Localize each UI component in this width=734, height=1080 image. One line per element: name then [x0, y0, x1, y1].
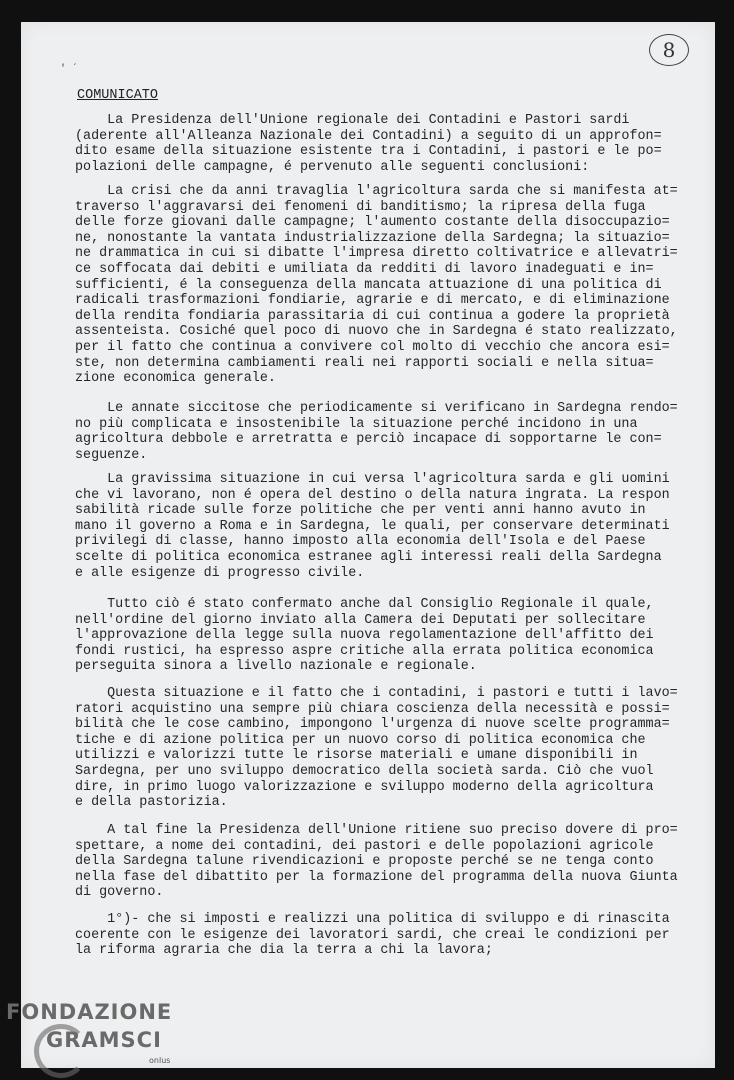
watermark-line-3: onlus [149, 1056, 171, 1065]
watermark-line-1: FONDAZIONE [6, 1000, 173, 1024]
text-line: Questa situazione e il fatto che i contadini, i pastori e tutti i lavo= [75, 686, 678, 701]
text-line: dire, in primo luogo valorizzazione e sviluppo moderno della agricoltura [75, 779, 654, 795]
text-line: agricoltura debbole e arretratta e perciò incapace di sopportarne le con= [75, 432, 662, 448]
text-line: che vi lavorano, non é opera del destino o della natura ingrata. La respon [75, 487, 670, 503]
text-line: mano il governo a Roma e in Sardegna, le quali, per conservare determinati [75, 518, 670, 534]
text-line: sabilità ricade sulle forze politiche che per venti anni hanno avuto in [75, 503, 646, 519]
paragraph-regional-council [75, 597, 685, 675]
text-line: Tutto ciò é stato confermato anche dal Consiglio Regionale il quale, [75, 597, 654, 612]
paragraph-awareness [75, 686, 685, 811]
paragraph-point-1 [75, 912, 685, 959]
text-line: Sardegna, per uno sviluppo democratico della società sarda. Ciò che vuol [75, 763, 654, 779]
text-line: seguenze. [75, 447, 148, 463]
text-line: e della pastorizia. [75, 795, 228, 811]
text-line: Le annate siccitose che periodicamente si verificano in Sardegna rendo= [75, 401, 678, 416]
logo-ring-icon [34, 1024, 88, 1078]
text-line: per il fatto che continua a convivere col molto di vecchio che ancora esi= [75, 339, 670, 355]
text-line: l'approvazione della legge sulla nuova regolamentazione dell'affitto dei [75, 628, 654, 644]
page-number: 8 [662, 38, 676, 62]
page-number-circle [649, 34, 689, 66]
text-line: coerente con le esigenze dei lavoratori sardi, che creai le condizioni per [75, 927, 670, 943]
text-line: nella fase del dibattito per la formazione del programma della nuova Giunta [75, 869, 678, 885]
text-line: no più complicata e insostenibile la situazione perché incidono in una [75, 416, 638, 432]
text-line: polazioni delle campagne, é pervenuto alle seguenti conclusioni: [75, 159, 590, 175]
text-line: ne, nonostante la vantata industrializzazione della Sardegna; la situazio= [75, 230, 670, 246]
text-line: tiche e di azione politica per un nuovo corso di politica economica che [75, 732, 646, 748]
paragraph-intro [75, 113, 685, 175]
text-line: ne drammatica in cui si dibatte l'impresa diretto coltivatrice e allevatri= [75, 246, 678, 262]
text-line: scelte di politica economica estranee agli interessi reali della Sardegna [75, 549, 662, 565]
text-line: dito esame della situazione esistente tra i Contadini, i pastori e le po= [75, 144, 662, 160]
text-line: sufficienti, é la conseguenza della mancata attuazione di una politica di [75, 277, 662, 293]
margin-mark: ' ˊ [60, 64, 79, 75]
text-line: traverso l'aggravarsi dei fenomeni di banditismo; la ripresa della fuga [75, 199, 646, 215]
text-line: fondi rustici, ha espresso aspre critiche alla errata politica economica [75, 643, 654, 659]
text-line: di governo. [75, 885, 164, 901]
text-line: La gravissima situazione in cui versa l'agricoltura sarda e gli uomini [75, 472, 670, 487]
text-line: nell'ordine del giorno inviato alla Camera dei Deputati per sollecitare [75, 612, 646, 628]
text-line: delle forze giovani dalle campagne; l'aumento costante della disoccupazio= [75, 215, 670, 231]
text-line: zione economica generale. [75, 371, 276, 387]
text-line: utilizzi e valorizzi tutte le risorse materiali e umane disponibili in [75, 748, 638, 764]
text-line: la riforma agraria che dia la terra a chi la lavora; [75, 943, 493, 959]
text-line: spettare, a nome dei contadini, dei pastori e delle popolazioni agricole [75, 838, 654, 854]
watermark-line-2: GRAMSCI [46, 1028, 162, 1052]
paragraph-drought [75, 401, 685, 463]
paragraph-crisis [75, 184, 685, 387]
text-line: (aderente all'Alleanza Nazionale dei Contadini) a seguito di un approfon= [75, 128, 662, 144]
text-line: della rendita fondiaria parassitaria di cui continua a godere la proprietà [75, 308, 670, 324]
paragraph-proposals [75, 823, 685, 901]
text-line: della Sardegna talune rivendicazioni e proposte perché se ne tenga conto [75, 854, 654, 870]
text-line: e alle esigenze di progresso civile. [75, 565, 365, 581]
text-line: La Presidenza dell'Unione regionale dei Contadini e Pastori sardi [75, 113, 630, 128]
text-line: ratori acquistino una sempre più chiara coscienza della necessità e possi= [75, 701, 670, 717]
text-line: assenteista. Cosiché quel poco di nuovo che in Sardegna é stato realizzato, [75, 324, 678, 340]
text-line: 1°)- che si imposti e realizzi una politica di sviluppo e di rinascita [75, 912, 670, 927]
text-line: privilegi di classe, hanno imposto alla economia dell'Isola e del Paese [75, 534, 646, 550]
text-line: A tal fine la Presidenza dell'Unione ritiene suo preciso dovere di pro= [75, 823, 678, 838]
text-line: perseguita sinora a livello nazionale e regionale. [75, 659, 477, 675]
text-line: La crisi che da anni travaglia l'agricoltura sarda che si manifesta at= [75, 184, 678, 199]
text-line: ce soffocata dai debiti e umiliata da redditi di lavoro inadeguati e in= [75, 261, 654, 277]
fondazione-gramsci-watermark [6, 1000, 173, 1065]
text-line: ste, non determina cambiamenti reali nei rapporti sociali e nella situa= [75, 355, 654, 371]
document-heading: COMUNICATO [77, 88, 159, 103]
text-line: bilità che le cose cambino, impongono l'urgenza di nuove scelte programma= [75, 717, 670, 733]
text-line: radicali trasformazioni fondiarie, agrarie e di mercato, e di eliminazione [75, 293, 670, 309]
paragraph-responsibility [75, 472, 685, 581]
